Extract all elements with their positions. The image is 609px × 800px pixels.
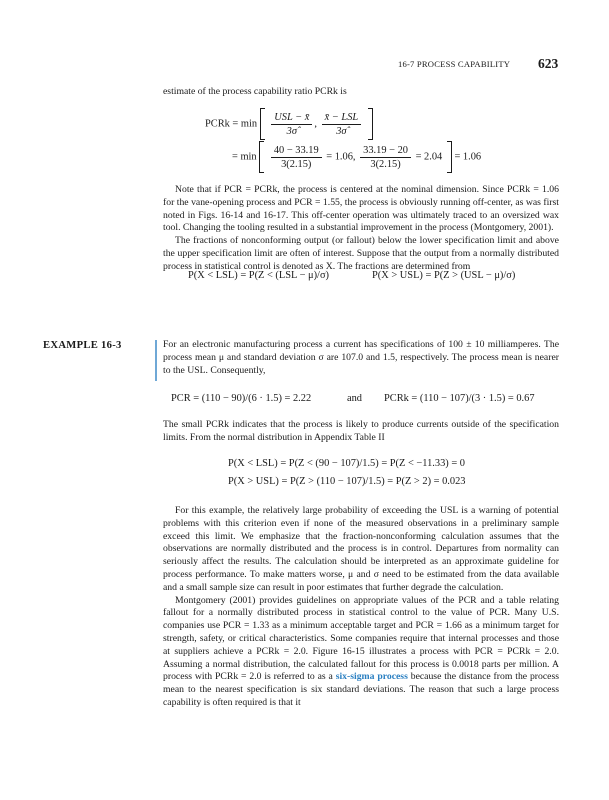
equation-pcrk-example: PCRk = (110 − 107)/(3 · 1.5) = 0.67 <box>384 393 535 404</box>
paragraph-small-pcrk: The small PCRk indicates that the process is likely to produce currents outside of the specification limits. From the normal distribution in Appendix Table II <box>163 419 559 443</box>
intro-line: estimate of the process capability ratio PCRk is <box>163 86 347 97</box>
page-number: 623 <box>538 56 559 71</box>
section-title: 16-7 PROCESS CAPABILITY <box>398 59 511 69</box>
eq1-lhs: PCRk = min <box>205 118 258 130</box>
running-header <box>0 56 609 72</box>
eq1-frac1: $\frac{\text{USL − x̄}}{3\sigmâ}$ <box>271 111 312 138</box>
eq2-frac1: $\frac{40 - 33.19}{3(2.15)}$ <box>271 144 322 171</box>
equation-fallout-lsl: P(X < LSL) = P(Z < (LSL − μ)/σ) <box>188 270 330 281</box>
equation-fallout-usl: P(X > USL) = P(Z > (USL − μ)/σ) <box>372 270 516 281</box>
equation-pcrk-definition: PCRk = min $\frac{\text{USL − x̄}}{3\sigmâ}$ , $\frac{\text{x̄ − LSL}}{3\sigmâ}$ <box>205 108 373 140</box>
paragraph-warning: For this example, the relatively large probability of exceeding the USL is a warning of potential problems with this criterion even if none of the measured observations in a preliminary sample exceed this limit. We emphasize that the fraction-nonconforming calculation assumes that the observations are normally distributed and the process is in control. Departures from normality can seriously affect the results. The calculation should be interpreted as an approximate guideline for process performance. To make matters worse, μ and σ need to be estimated from the data available and a small sample size can result in poor estimates that further degrade the calculation. Montgomery (2001) provides guidelines on appropriate values of the PCR and a table relating fallout for a normally distributed process in statistical control to the value of PCR. Many U.S. companies use PCR = 1.33 as a minimum acceptable target and PCR = 1.66 as a minimum target for strength, safety, or critical characteristics. Some companies require that internal processes and those at suppliers achieve a PCRk = 2.0. Figure 16-15 illustrates a process with PCR = PCRk = 2.0. Assuming a normal distribution, the calculated fallout for this process is 0.0018 parts per million. A process with PCRk = 2.0 is referred to as a six-sigma process because the distance from the process mean to the nearest specification is six standard deviations. The reason that such a large process capability is often required is that it <box>163 505 560 708</box>
equation-and: and <box>347 393 363 404</box>
equation-example-lsl: P(X < LSL) = P(Z < (90 − 107)/1.5) = P(Z < −11.33) = 0 <box>228 458 465 469</box>
example-label: EXAMPLE 16-3 <box>43 340 122 351</box>
example-rule <box>155 340 157 381</box>
keyword-six-sigma-process: six-sigma process <box>335 671 408 683</box>
paragraph-guidelines: Montgomery (2001) provides guidelines on appropriate values of the PCR and a table relating fallout for a normally distributed process in statistical control to the value of PCR. Many U.S. companies use PCR = 1.33 as a minimum acceptable target and PCR = 1.66 as a minimum target for strength, safety, or critical characteristics. Some companies require that internal processes and those at suppliers achieve a PCRk = 2.0. Figure 16-15 illustrates a process with PCR = PCRk = 2.0. Assuming a normal distribution, the calculated fallout for this process is 0.0018 parts per million. A process with PCRk = 2.0 is referred to as a six-sigma process because the distance from the process mean to the nearest specification is six standard deviations. The reason that such a large process capability is often required is that it <box>163 594 560 708</box>
equation-example-usl: P(X > USL) = P(Z > (110 − 107)/1.5) = P(Z > 2) = 0.023 <box>228 476 466 487</box>
paragraph-centered-note: Note that if PCR = PCRk, the process is centered at the nominal dimension. Since PCRk = 1.06 for the vane-opening process and PCR = 1.55, the process is obviously running off-center, as was first noted in Figs. 16-14 and 16-17. This off-center operation was ultimately traced to an oversized wax tool. Changing the tooling resulted in a substantial improvement in the process (Montgomery, 2001). The fractions of nonconforming output (or fallout) below the lower specification limit and above the upper specification limit are often of interest. Suppose that the output from a normally distributed process in statistical control is denoted as X. The fractions are determined from <box>163 184 559 272</box>
paragraph-fractions-nonconforming: The fractions of nonconforming output (or fallout) below the lower specification limit and above the upper specification limit are often of interest. Suppose that the output from a normally distributed process in statistical control is denoted as X. The fractions are determined from <box>163 235 559 272</box>
equation-pcrk-evaluation: = min $\frac{40 - 33.19}{3(2.15)}$ = 1.06, $\frac{33.19 - 20}{3(2.15)}$ = 2.04 = 1.06 <box>232 141 481 173</box>
eq2-frac2: $\frac{33.19 - 20}{3(2.15)}$ <box>360 144 411 171</box>
eq1-frac2: $\frac{\text{x̄ − LSL}}{3\sigmâ}$ <box>322 111 362 138</box>
example-text: For an electronic manufacturing process a current has specifications of 100 ± 10 milliamperes. The process mean μ and standard deviation σ are 107.0 and 1.5, respectively. The process mean is nearer to the USL. Consequently, <box>163 339 559 376</box>
equation-pcr-example: PCR = (110 − 90)/(6 · 1.5) = 2.22 <box>171 393 312 404</box>
